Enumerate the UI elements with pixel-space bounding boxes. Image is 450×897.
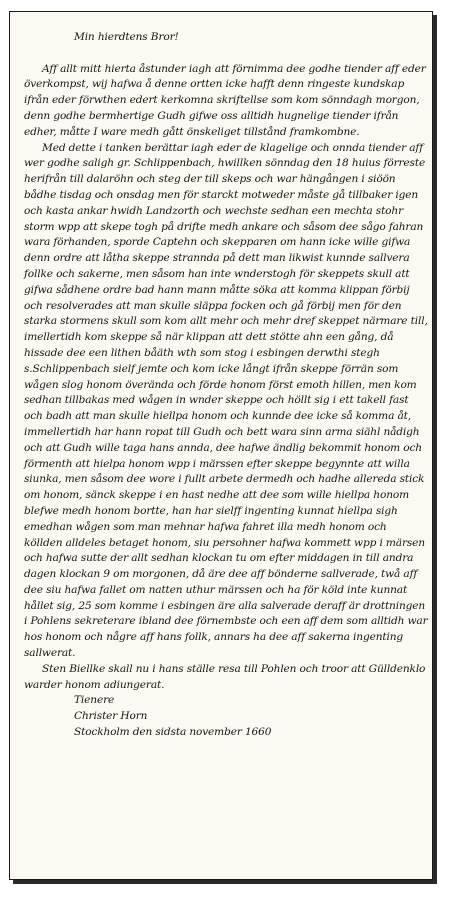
letter-paragraph-3: Sten Biellke skall nu i hans ställe resa till Pohlen och troor att Gülldenklo warder honom adiungerat.	[24, 662, 426, 691]
letter-salutation: Min hierdtens Bror!	[74, 31, 179, 43]
letter-frame	[9, 11, 433, 880]
letter-paragraph-2: Med dette i tanken berättar iagh eder de klagelige och onnda tiender aff wer godhe saligh gr. Schlippenbach, hwillken sönndag den 18 huius förreste herifrån till dalaröhn och steg der till skeps och war hängången i siöön bådhe tisdag och onsdag men för starckt motweder måste gå tillbaker igen och kasta ankar hwidh Landzorth och wechste sedhan een mechta stohr storm wpp att skepe togh på drifte medh ankare och såsom dee sågo fahran wara förhanden, sporde Captehn och skepparen om hann icke wille gifwa denn ordre att låtha skeppe strannda på dett man likwist kunnde sallvera follke och sakerne, men såsom han inte wnderstogh för skeppets skull att gifwa sådhene ordre bad hann mann måtte söka att komma klippan förbij och resolverades att man skulle släppa focken och gå förbij men för den starka stormens skull som kom allt mehr och mehr dref skeppet närmare till, imellertidh kom skeppe så när klippan att dett stötte ahn een gång, då hissade dee een lithen båäth wth som stog i esbingen derwthi stegh s.Schlippenbach sielf jemte och kom icke långt ifrån skeppe förrän som wågen slog honom överända och förde honom först emoth hillen, men kom sedhan tillbakas med wågen in wnder skeppe och höllt sig i ett takell fast och badh att man skulle hiellpa honom och kunnde dee icke så komma åt, immellertidh har hann ropat till Gudh och bett wara sinn arma siähl nådigh och att Gudh wille taga hans annda, dee hafwe ändlig bekommit honom och förmenth att hielpa honom wpp i märssen efter skeppe begynnte att willa siunka, men såsom dee wore i fullt arbete dermedh och hadhe allereda stick om honom, sänck skeppe i en hast nedhe att dee som wille hiellpa honom blefwe medh honom bortte, han har sielff ingenting kunnat hiellpa sigh emedhan wågen som man mehnar hafwa fahret illa medh honom och köllden alldeles betaget honom, siu persohner hafwa kommett wpp i märsen och hafwa sutte der allt sedhan klockan tu om efter middagen in till andra dagen klockan 9 om morgonen, då äre dee aff bönderne sallverade, twå aff dee siu hafwa fallet om natten uthur märssen och ha för köld inte kunnat hållet sig, 25 som komme i esbingen äre alla salverade deraff är drottningen i Pohlens sekreterare ibland dee förnembste och een aff dem som alltidh war hos honom och någre aff hans follk, annars ha dee aff sakerna ingenting sallwerat.	[24, 141, 428, 660]
letter-place-date: Stockholm den sidsta november 1660	[74, 726, 272, 739]
letter-paragraph-1: Aff allt mitt hierta åstunder iagh att förnimma dee godhe tiender aff eder överkompst, wij hafwa å denne ortten icke hafft denn ringeste kundskap ifrån eder förwthen edert kerkomna skriftellse som kom sönndagh morgon, denn godhe bermhertige Gudh gifwe oss alltidh hugnelige tiender ifrån edher, måtte I ware medh gått önskeliget tillstånd framkombne.	[24, 62, 426, 138]
letter-signature: Christer Horn	[74, 710, 148, 723]
letter-closing-title: Tienere	[74, 694, 115, 707]
letter-body	[24, 30, 428, 741]
